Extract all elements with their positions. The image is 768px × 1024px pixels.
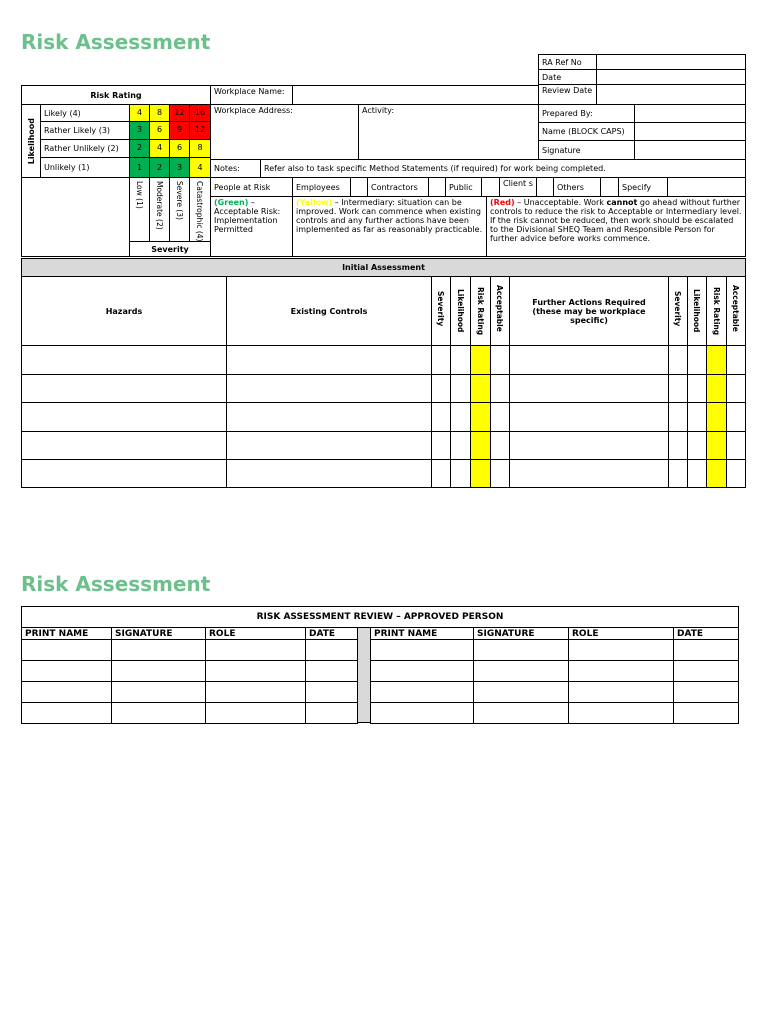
col-role-2: ROLE (568, 627, 674, 640)
residual-likelihood-cell[interactable] (687, 402, 707, 432)
people-option-public: Public (445, 177, 482, 197)
date-field[interactable] (596, 69, 746, 85)
hazard-cell[interactable] (21, 431, 227, 461)
severity-header: Severity (431, 276, 451, 346)
residual-acceptable-cell[interactable] (726, 345, 746, 375)
severity-cell[interactable] (431, 431, 451, 461)
legend-green: (Green) – Acceptable Risk: Implementation Permitted (210, 196, 293, 257)
likelihood-cell[interactable] (450, 374, 471, 404)
severity-header-2: Severity (668, 276, 688, 346)
residual-likelihood-cell[interactable] (687, 374, 707, 404)
likelihood-cell[interactable] (450, 459, 471, 488)
risk-rating-header: Risk Rating (470, 276, 491, 346)
risk-rating-header-2: Risk Rating (706, 276, 727, 346)
matrix-cell: 4 (149, 139, 170, 158)
legend-red: (Red) – Unacceptable. Work cannot go ahead without further controls to reduce the risk to Acceptable or Intermediary level. If the risk cannot be reduced, then work should be escalated to the Divisional SHEQ Team and Responsible Person for further advice before works commence. (486, 196, 746, 257)
people-option-specify: Specify (618, 177, 668, 197)
print-name-cell[interactable] (370, 702, 474, 724)
col-print-name-2: PRINT NAME (370, 627, 474, 640)
likelihood-axis (21, 104, 41, 178)
date-cell[interactable] (673, 702, 739, 724)
employees-checkbox[interactable] (350, 177, 368, 197)
likelihood-header-2: Likelihood (687, 276, 707, 346)
further-action-cell[interactable] (509, 459, 669, 488)
date-cell[interactable] (673, 660, 739, 682)
signature-cell[interactable] (473, 660, 569, 682)
print-name-cell[interactable] (21, 681, 112, 703)
acceptable-cell[interactable] (490, 345, 510, 375)
workplace-name-label: Workplace Name: (210, 85, 293, 105)
likelihood-row-label: Unlikely (1) (40, 157, 130, 178)
people-option-clients: Client s (499, 177, 537, 197)
matrix-cell: 12 (189, 121, 211, 140)
people-option-contractors: Contractors (367, 177, 429, 197)
hazard-cell[interactable] (21, 374, 227, 404)
col-print-name: PRINT NAME (21, 627, 112, 640)
print-name-cell[interactable] (21, 639, 112, 661)
signature-cell[interactable] (111, 702, 206, 724)
severity-cell[interactable] (431, 459, 451, 488)
matrix-cell: 3 (129, 121, 150, 140)
matrix-cell: 4 (129, 104, 150, 122)
existing-control-cell[interactable] (226, 402, 432, 432)
severity-label: Severity (129, 241, 211, 257)
signature-cell[interactable] (473, 702, 569, 724)
likelihood-header: Likelihood (450, 276, 471, 346)
workplace-name-field[interactable] (292, 85, 539, 105)
residual-likelihood-cell[interactable] (687, 459, 707, 488)
residual-severity-cell[interactable] (668, 459, 688, 488)
hazard-cell[interactable] (21, 402, 227, 432)
likelihood-cell[interactable] (450, 345, 471, 375)
people-at-risk-label: People at Risk (210, 177, 293, 197)
acceptable-cell[interactable] (490, 431, 510, 461)
signature-cell[interactable] (111, 639, 206, 661)
legend-yellow: (Yellow) – Intermediary: situation can be improved. Work can commence when existing controls and any further actions have been implemented as far as reasonably practicable. (292, 196, 487, 257)
likelihood-label: Likelihood (26, 117, 36, 165)
matrix-cell: 1 (129, 157, 150, 178)
further-action-cell[interactable] (509, 374, 669, 404)
matrix-cell: 2 (149, 157, 170, 178)
matrix-corner (21, 177, 130, 257)
existing-controls-header: Existing Controls (226, 276, 432, 346)
residual-risk-rating-cell[interactable] (706, 459, 727, 488)
risk-rating-cell[interactable] (470, 431, 491, 461)
residual-likelihood-cell[interactable] (687, 345, 707, 375)
residual-acceptable-cell[interactable] (726, 402, 746, 432)
date-cell[interactable] (673, 681, 739, 703)
name-field[interactable] (634, 122, 746, 141)
role-cell[interactable] (205, 660, 306, 682)
review-date-field[interactable] (596, 84, 746, 105)
existing-control-cell[interactable] (226, 345, 432, 375)
col-signature-2: SIGNATURE (473, 627, 569, 640)
role-cell[interactable] (568, 702, 674, 724)
risk-rating-title: Risk Rating (21, 85, 211, 105)
likelihood-row-label: Rather Likely (3) (40, 121, 130, 140)
acceptable-header: Acceptable (490, 276, 510, 346)
existing-control-cell[interactable] (226, 431, 432, 461)
prepared-by-label: Prepared By: (538, 104, 635, 123)
date-cell[interactable] (673, 639, 739, 661)
matrix-cell: 4 (189, 157, 211, 178)
review-date-label: Review Date (538, 84, 597, 105)
prepared-by-field[interactable] (634, 104, 746, 123)
print-name-cell[interactable] (370, 681, 474, 703)
clients-checkbox[interactable] (536, 177, 554, 197)
role-cell[interactable] (205, 681, 306, 703)
residual-severity-cell[interactable] (668, 345, 688, 375)
matrix-cell: 12 (169, 104, 190, 122)
signature-cell[interactable] (473, 681, 569, 703)
print-name-cell[interactable] (370, 660, 474, 682)
matrix-cell: 16 (189, 104, 211, 122)
ra-ref-field[interactable] (596, 54, 746, 70)
further-actions-header: Further Actions Required (these may be workplace specific) (509, 276, 669, 346)
date-cell[interactable] (305, 639, 358, 661)
public-checkbox[interactable] (481, 177, 500, 197)
notes-label: Notes: (210, 159, 261, 178)
col-date: DATE (305, 627, 358, 640)
people-option-employees: Employees (292, 177, 351, 197)
others-checkbox[interactable] (600, 177, 619, 197)
notes-text: Refer also to task specific Method Statements (if required) for work being completed. (260, 159, 746, 178)
role-cell[interactable] (568, 681, 674, 703)
risk-rating-cell[interactable] (470, 402, 491, 432)
severity-cell[interactable] (431, 402, 451, 432)
signature-cell[interactable] (473, 639, 569, 661)
people-option-others: Others (553, 177, 601, 197)
severity-level: Low (1) (129, 177, 150, 242)
matrix-cell: 8 (149, 104, 170, 122)
matrix-cell: 8 (189, 139, 211, 158)
severity-level: Catastrophic (4) (189, 177, 211, 242)
residual-acceptable-cell[interactable] (726, 374, 746, 404)
table-divider (357, 627, 371, 723)
signature-field[interactable] (634, 140, 746, 160)
print-name-cell[interactable] (21, 702, 112, 724)
hazard-cell[interactable] (21, 345, 227, 375)
activity-label[interactable]: Activity: (358, 104, 539, 160)
print-name-cell[interactable] (370, 639, 474, 661)
further-action-cell[interactable] (509, 345, 669, 375)
role-cell[interactable] (568, 639, 674, 661)
page-title-2: Risk Assessment (21, 572, 211, 596)
further-action-cell[interactable] (509, 431, 669, 461)
severity-level: Severe (3) (169, 177, 190, 242)
print-name-cell[interactable] (21, 660, 112, 682)
matrix-cell: 6 (149, 121, 170, 140)
col-date-2: DATE (673, 627, 739, 640)
residual-risk-rating-cell[interactable] (706, 402, 727, 432)
matrix-cell: 6 (169, 139, 190, 158)
col-signature: SIGNATURE (111, 627, 206, 640)
matrix-cell: 3 (169, 157, 190, 178)
risk-rating-cell[interactable] (470, 374, 491, 404)
specify-field[interactable] (667, 177, 746, 197)
signature-label: Signature (538, 140, 635, 160)
residual-acceptable-cell[interactable] (726, 431, 746, 461)
matrix-cell: 9 (169, 121, 190, 140)
residual-severity-cell[interactable] (668, 402, 688, 432)
further-action-cell[interactable] (509, 402, 669, 432)
name-block-caps-label: Name (BLOCK CAPS) (538, 122, 635, 141)
likelihood-row-label: Likely (4) (40, 104, 130, 122)
date-cell[interactable] (305, 702, 358, 724)
severity-level: Moderate (2) (149, 177, 170, 242)
severity-cell[interactable] (431, 345, 451, 375)
residual-likelihood-cell[interactable] (687, 431, 707, 461)
acceptable-cell[interactable] (490, 459, 510, 488)
residual-risk-rating-cell[interactable] (706, 345, 727, 375)
acceptable-header-2: Acceptable (726, 276, 746, 346)
role-cell[interactable] (205, 702, 306, 724)
existing-control-cell[interactable] (226, 374, 432, 404)
date-cell[interactable] (305, 660, 358, 682)
role-cell[interactable] (568, 660, 674, 682)
signature-cell[interactable] (111, 681, 206, 703)
likelihood-row-label: Rather Unlikely (2) (40, 139, 130, 158)
hazards-header: Hazards (21, 276, 227, 346)
residual-severity-cell[interactable] (668, 431, 688, 461)
risk-rating-cell[interactable] (470, 459, 491, 488)
ra-ref-label: RA Ref No (538, 54, 597, 70)
acceptable-cell[interactable] (490, 402, 510, 432)
contractors-checkbox[interactable] (428, 177, 446, 197)
residual-severity-cell[interactable] (668, 374, 688, 404)
severity-cell[interactable] (431, 374, 451, 404)
initial-assessment-title: Initial Assessment (21, 258, 746, 277)
acceptable-cell[interactable] (490, 374, 510, 404)
hazard-cell[interactable] (21, 459, 227, 488)
residual-acceptable-cell[interactable] (726, 459, 746, 488)
date-label: Date (538, 69, 597, 85)
likelihood-cell[interactable] (450, 431, 471, 461)
matrix-cell: 2 (129, 139, 150, 158)
residual-risk-rating-cell[interactable] (706, 374, 727, 404)
col-role: ROLE (205, 627, 306, 640)
residual-risk-rating-cell[interactable] (706, 431, 727, 461)
workplace-address-label[interactable]: Workplace Address: (210, 104, 359, 160)
risk-rating-cell[interactable] (470, 345, 491, 375)
role-cell[interactable] (205, 639, 306, 661)
review-table-title: RISK ASSESSMENT REVIEW – APPROVED PERSON (21, 606, 739, 628)
page-title: Risk Assessment (21, 30, 211, 54)
date-cell[interactable] (305, 681, 358, 703)
signature-cell[interactable] (111, 660, 206, 682)
existing-control-cell[interactable] (226, 459, 432, 488)
likelihood-cell[interactable] (450, 402, 471, 432)
